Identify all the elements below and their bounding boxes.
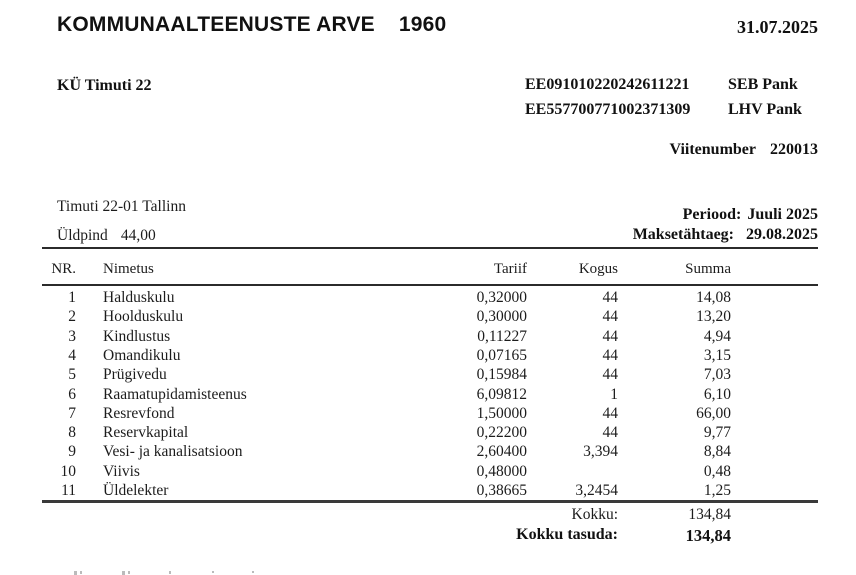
period-label: Periood: <box>682 206 742 223</box>
table-header-row <box>42 260 818 279</box>
table-row <box>42 423 818 442</box>
cell-name: Hoolduskulu <box>103 308 184 326</box>
total-row-kokku <box>42 506 818 524</box>
cell-nr: 10 <box>60 462 76 480</box>
property-area-line <box>57 227 156 245</box>
cell-quantity: 3,394 <box>583 443 618 461</box>
cell-tariff: 0,32000 <box>476 289 527 306</box>
kokku-tasuda-value: 134,84 <box>685 526 731 545</box>
cell-sum: 8,84 <box>703 443 731 461</box>
bank-account-row <box>525 101 818 119</box>
table-row <box>42 307 818 326</box>
cell-sum: 6,10 <box>703 385 731 403</box>
due-date-line <box>633 226 818 244</box>
reference-label: Viitenumber <box>669 141 756 158</box>
cell-sum: 1,25 <box>703 482 731 499</box>
table-row <box>42 288 818 307</box>
cell-nr: 6 <box>68 385 76 403</box>
bank-name-2: LHV Pank <box>728 101 802 118</box>
cell-name: Viivis <box>103 462 140 480</box>
cell-sum: 13,20 <box>696 308 731 326</box>
cell-nr: 11 <box>61 482 76 499</box>
due-value: 29.08.2025 <box>746 226 818 243</box>
col-header-quantity: Kogus <box>578 261 618 277</box>
kokku-tasuda-label: Kokku tasuda: <box>516 526 618 543</box>
cell-nr: 5 <box>68 366 76 384</box>
cell-sum: 66,00 <box>696 404 731 422</box>
bank-accounts-block <box>525 76 818 126</box>
cell-name: Omandikulu <box>103 346 181 364</box>
iban-2: EE557700771002371309 <box>525 101 691 118</box>
kokku-value: 134,84 <box>688 506 731 523</box>
cell-nr: 9 <box>68 443 76 461</box>
property-address: Timuti 22-01 Tallinn <box>57 198 186 215</box>
cell-name: Kindlustus <box>103 327 171 345</box>
cell-tariff: 0,48000 <box>476 462 527 480</box>
total-row-tasuda <box>42 526 818 546</box>
cell-name: Halduskulu <box>103 289 175 306</box>
area-value: 44,00 <box>120 227 156 244</box>
cell-nr: 3 <box>68 327 76 345</box>
cell-tariff: 1,50000 <box>476 404 527 422</box>
cell-quantity: 44 <box>602 424 618 442</box>
cell-quantity: 44 <box>602 289 618 306</box>
bank-account-row <box>525 76 818 94</box>
cell-quantity: 44 <box>602 308 618 326</box>
divider-line-total <box>42 500 818 503</box>
cell-name: Raamatupidamisteenus <box>103 385 247 403</box>
table-row <box>42 404 818 423</box>
payer-name: KÜ Timuti 22 <box>57 77 152 94</box>
cell-sum: 4,94 <box>703 327 731 345</box>
cell-name: Vesi- ja kanalisatsioon <box>103 443 243 461</box>
cell-tariff: 2,60400 <box>476 443 527 461</box>
table-row <box>42 442 818 461</box>
cell-sum: 7,03 <box>703 366 731 384</box>
cell-nr: 1 <box>68 289 76 306</box>
divider-line-header <box>42 284 818 286</box>
table-row <box>42 385 818 404</box>
cell-quantity: 3,2454 <box>575 482 618 499</box>
cell-quantity: 44 <box>602 366 618 384</box>
cell-tariff: 0,11227 <box>477 327 527 345</box>
table-row <box>42 346 818 365</box>
invoice-title-text: KOMMUNAALTEENUSTE ARVE <box>57 13 375 36</box>
cell-tariff: 0,30000 <box>476 308 527 326</box>
invoice-title <box>57 13 446 37</box>
cell-nr: 7 <box>68 404 76 422</box>
col-header-sum: Summa <box>685 261 731 277</box>
cell-name: Üldelekter <box>103 482 169 499</box>
iban-1: EE091010220242611221 <box>525 76 690 93</box>
cell-name: Resrevfond <box>103 404 175 422</box>
col-header-tariff: Tariif <box>493 261 527 277</box>
cell-tariff: 0,22200 <box>476 424 527 442</box>
cell-nr: 8 <box>68 424 76 442</box>
kokku-label: Kokku: <box>571 506 618 523</box>
col-header-nr: NR. <box>51 261 76 277</box>
cell-quantity: 44 <box>602 327 618 345</box>
table-row <box>42 481 818 500</box>
cell-quantity <box>527 462 618 481</box>
cell-sum: 9,77 <box>703 424 731 442</box>
invoice-number: 1960 <box>398 13 447 36</box>
reference-number-line <box>669 141 818 159</box>
col-header-name: Nimetus <box>103 261 154 277</box>
cell-quantity: 44 <box>602 346 618 364</box>
cell-sum: 3,15 <box>703 346 731 364</box>
cell-sum: 14,08 <box>696 289 731 306</box>
cell-quantity: 44 <box>602 404 618 422</box>
reference-value: 220013 <box>770 141 818 158</box>
due-label: Maksetähtaeg: <box>632 226 734 243</box>
table-row <box>42 365 818 384</box>
table-row <box>42 327 818 346</box>
period-value: Juuli 2025 <box>747 206 818 223</box>
cell-sum: 0,48 <box>703 462 731 480</box>
cell-tariff: 0,38665 <box>476 482 527 499</box>
billing-period-line <box>683 206 818 224</box>
table-row <box>42 462 818 481</box>
cell-nr: 2 <box>68 308 76 326</box>
cell-quantity: 1 <box>610 385 618 403</box>
cell-tariff: 0,07165 <box>476 346 527 364</box>
bank-name-1: SEB Pank <box>728 76 798 93</box>
cutoff-text-fragment <box>64 569 284 575</box>
cell-tariff: 0,15984 <box>476 366 527 384</box>
cell-tariff: 6,09812 <box>476 385 527 403</box>
cell-name: Reservkapital <box>103 424 189 442</box>
cell-nr: 4 <box>68 346 76 364</box>
area-label: Üldpind <box>57 227 108 244</box>
invoice-date: 31.07.2025 <box>737 17 818 37</box>
divider-line-top <box>42 247 818 249</box>
cell-name: Prügivedu <box>103 366 167 384</box>
